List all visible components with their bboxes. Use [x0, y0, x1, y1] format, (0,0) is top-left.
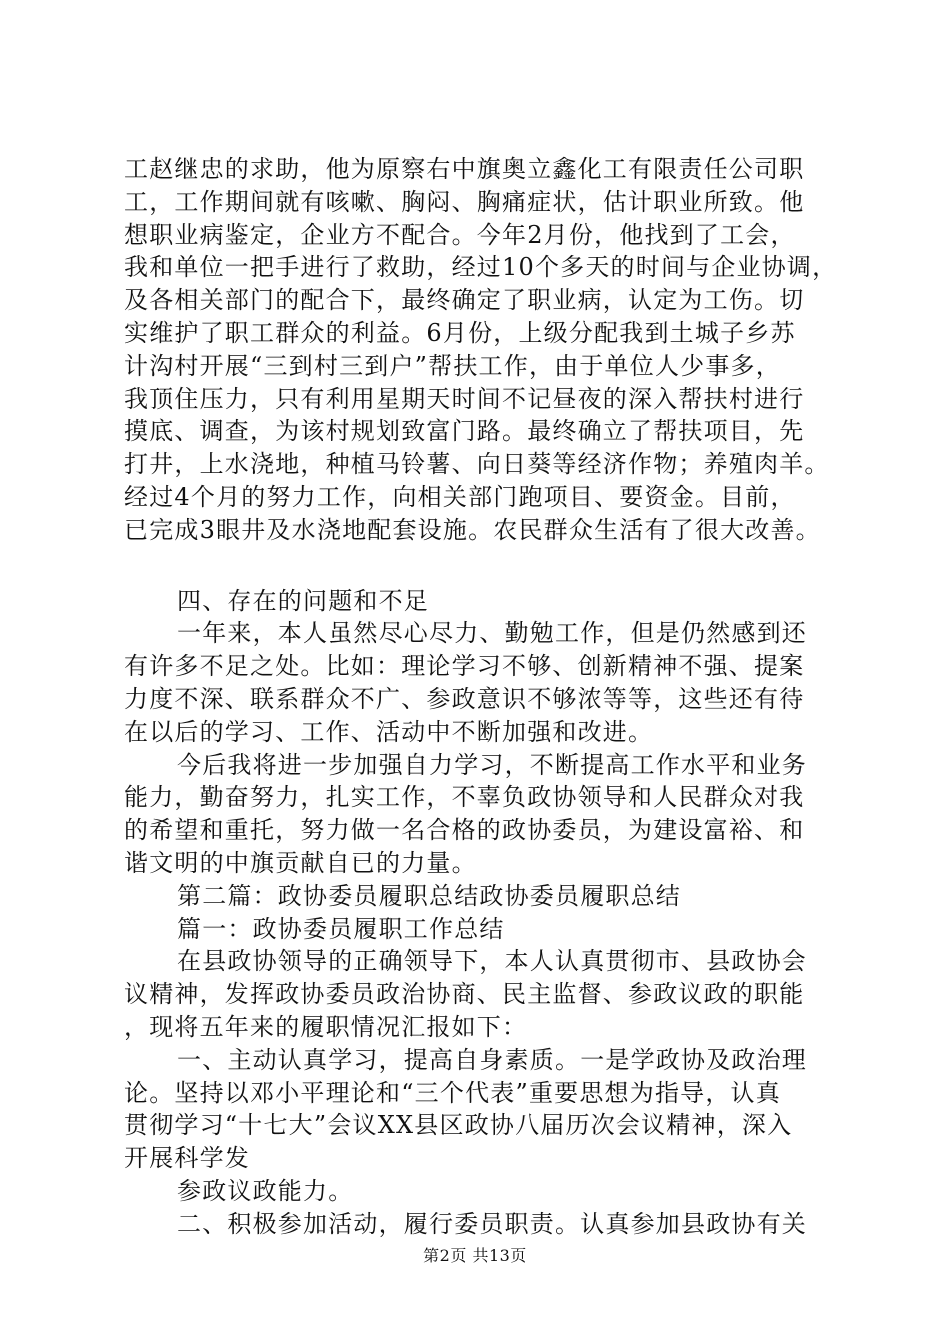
text-line: 在县政协领导的正确领导下，本人认真贯彻市、县政协会 — [177, 947, 807, 976]
document-body — [124, 153, 844, 1241]
section-heading: 四、存在的问题和不足 — [177, 586, 429, 615]
text-line: 贯彻学习“十七大”会议XX县区政协八届历次会议精神，深入 — [124, 1111, 793, 1140]
text-line: 一年来，本人虽然尽心尽力、勤勉工作，但是仍然感到还 — [177, 619, 807, 648]
text-line: 计沟村开展“三到村三到户”帮扶工作，由于单位人少事多， — [124, 351, 781, 380]
text-line: 议精神，发挥政协委员政治协商、民主监督、参政议政的职能 — [124, 980, 805, 1009]
text-line: 在以后的学习、工作、活动中不断加强和改进。 — [124, 717, 654, 746]
text-line: 我和单位一把手进行了救助，经过10个多天的时间与企业协调， — [124, 253, 838, 282]
text-line: 二、积极参加活动，履行委员职责。认真参加县政协有关 — [177, 1209, 807, 1238]
text-line: 谐文明的中旗贡献自已的力量。 — [124, 848, 477, 877]
text-line: 工赵继忠的求助，他为原察右中旗奥立鑫化工有限责任公司职 — [124, 155, 805, 183]
text-line: 今后我将进一步加强自力学习，不断提高工作水平和业务 — [177, 750, 807, 779]
text-line: 一、主动认真学习，提高自身素质。一是学政协及政治理 — [177, 1045, 807, 1074]
text-line: 有许多不足之处。比如：理论学习不够、创新精神不强、提案 — [124, 652, 805, 681]
text-line: 开展科学发 — [124, 1144, 250, 1173]
page-footer — [0, 1243, 950, 1266]
paragraph-gap — [124, 547, 844, 585]
text-line: 及各相关部门的配合下，最终确定了职业病，认定为工伤。切 — [124, 286, 805, 315]
text-line: 已完成3眼井及水浇地配套设施。农民群众生活有了很大改善。 — [124, 515, 821, 544]
text-line: 工，工作期间就有咳嗽、胸闷、胸痛症状，估计职业所致。他 — [124, 187, 805, 216]
chapter-heading: 第二篇：政协委员履职总结政协委员履职总结 — [177, 881, 681, 910]
text-line: 我顶住压力，只有利用星期天时间不记昼夜的深入帮扶村进行 — [124, 384, 805, 413]
text-line: ，现将五年来的履职情况汇报如下： — [124, 1012, 528, 1041]
text-line: 打井，上水浇地，种植马铃薯、向日葵等经济作物；养殖肉羊。 — [124, 450, 830, 479]
text-line: 摸底、调查，为该村规划致富门路。最终确立了帮扶项目，先 — [124, 417, 805, 446]
text-line: 经过4个月的努力工作，向相关部门跑项目、要资金。目前， — [124, 482, 796, 511]
text-line: 参政议政能力。 — [177, 1176, 354, 1205]
page-number: 第2页 共13页 — [423, 1246, 527, 1265]
text-line: 论。坚持以邓小平理论和“三个代表”重要思想为指导，认真 — [124, 1078, 781, 1107]
text-line: 的希望和重托，努力做一名合格的政协委员，为建设富裕、和 — [124, 816, 805, 845]
text-line: 想职业病鉴定，企业方不配合。今年2月份，他找到了工会， — [124, 220, 796, 249]
article-heading: 篇一：政协委员履职工作总结 — [177, 914, 505, 943]
text-line: 实维护了职工群众的利益。6月份，上级分配我到土城子乡苏 — [124, 318, 796, 347]
text-line: 能力，勤奋努力，扎实工作，不辜负政协领导和人民群众对我 — [124, 783, 805, 812]
text-line: 力度不深、联系群众不广、参政意识不够浓等等，这些还有待 — [124, 684, 805, 713]
